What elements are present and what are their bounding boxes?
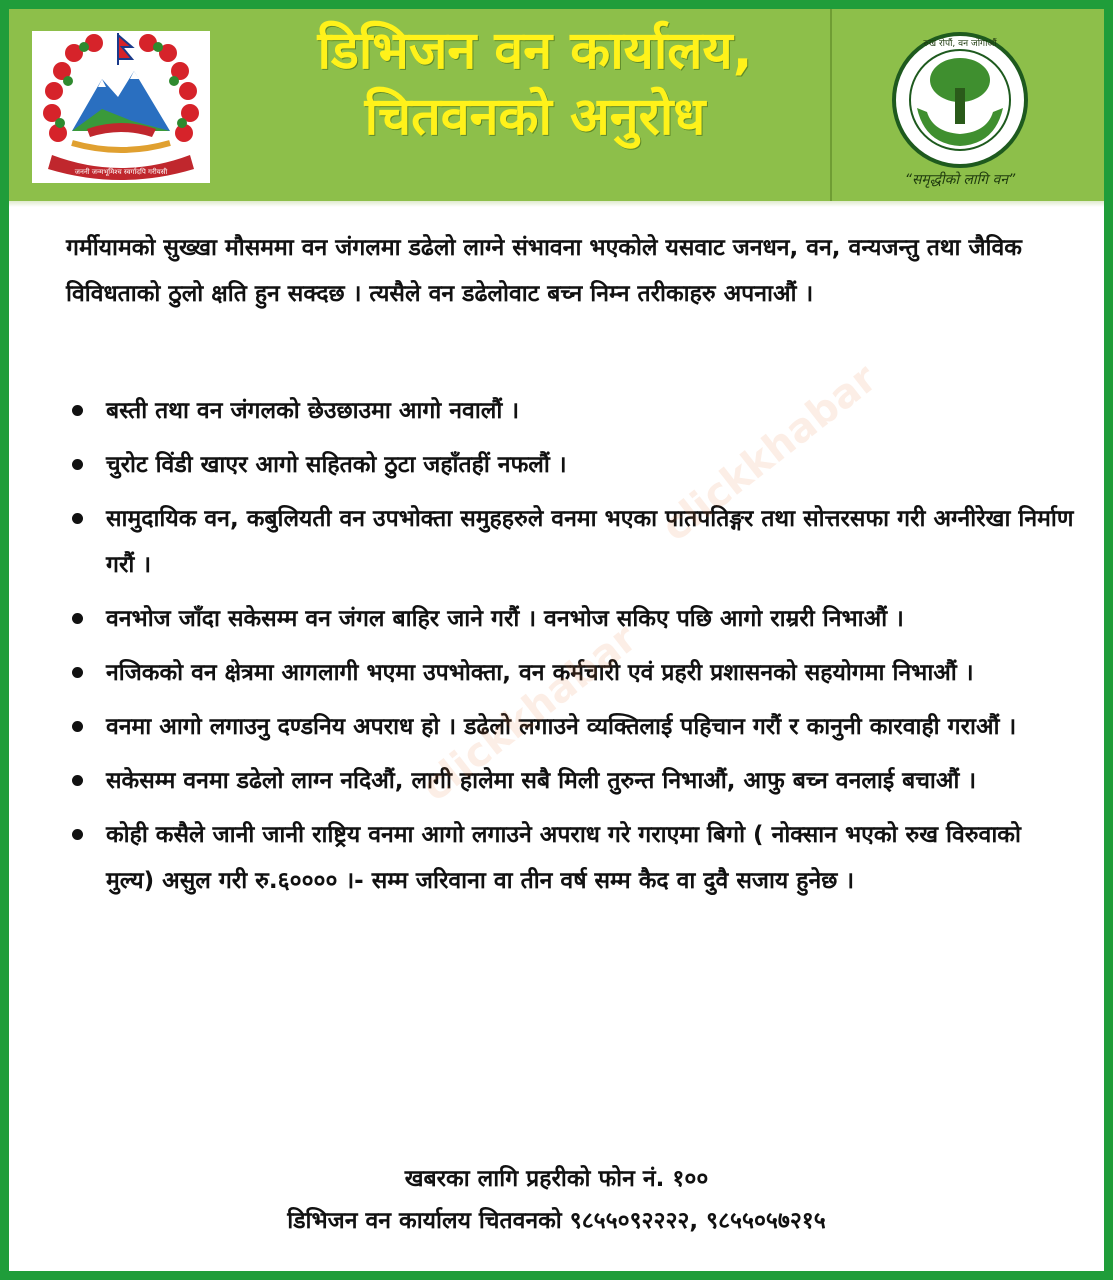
title-line-2: चितवनको अनुरोध <box>364 87 706 147</box>
list-item <box>66 596 1076 642</box>
list-item-text: चुरोट विंडी खाएर आगो सहितको ठुटा जहाँतहीं नफलौं । <box>106 452 567 478</box>
bullet-icon <box>72 721 83 732</box>
bullet-icon <box>72 613 83 624</box>
list-item <box>66 812 1076 904</box>
emblem-caption: जननी जन्मभूमिश्च स्वर्गादपि गरीयसी <box>74 168 168 176</box>
logo-ring-text: रुख रोपौं, वन जोगाऔं <box>923 39 997 49</box>
list-item-text: कोही कसैले जानी जानी राष्ट्रिय वनमा आगो लगाउने अपराध गरे गराएमा बिगो ( नोक्सान भएको रुख विरुवाको मुल्य) असुल गरी रु.६०००० ।- सम्म जरिवाना वा तीन वर्ष सम्म कैद वा दुवै सजाय हुनेछ । <box>106 822 1021 894</box>
bullet-icon <box>72 775 83 786</box>
watermark: clickkhabar <box>413 615 646 811</box>
list-item-text: बस्ती तथा वन जंगलको छेउछाउमा आगो नवालौं । <box>106 398 520 424</box>
list-item-text: सामुदायिक वन, कबुलियती वन उपभोक्ता समुहहरुले वनमा भएका पातपतिङ्गर तथा सोत्तरसफा गरी अग्नीरेखा निर्माण गरौं । <box>106 506 1074 578</box>
list-item-text: सकेसम्म वनमा डढेलो लाग्न नदिऔं, लागी हालेमा सबै मिली तुरुन्त निभाऔं, आफु बच्न वनलाई बचाऔं । <box>106 768 977 794</box>
bullet-icon <box>72 667 83 678</box>
logo-motto: “समृद्धीको लागि वन” <box>904 172 1016 188</box>
title-line-1: डिभिजन वन कार्यालय, <box>317 21 753 81</box>
list-item <box>66 758 1076 804</box>
bullet-icon <box>72 513 83 524</box>
list-item <box>66 704 1076 750</box>
nepal-emblem <box>32 31 210 183</box>
list-item-text: वनमा आगो लगाउनु दण्डनिय अपराध हो । डढेलो लगाउने व्यक्तिलाई पहिचान गरौं र कानुनी कारवाही गराऔं । <box>106 714 1017 740</box>
bullet-icon <box>72 459 83 470</box>
list-item <box>66 496 1076 588</box>
intro-paragraph: गर्मीयामको सुख्खा मौसममा वन जंगलमा डढेलो लाग्ने संभावना भएकोले यसवाट जनधन, वन, वन्यजन्तु तथा जैविक विविधताको ठुलो क्षति हुन सक्दछ । त्यसैले वन डढेलोवाट बच्न निम्न तरीकाहरु अपनाऔं । <box>66 235 1022 307</box>
page-title <box>240 18 830 150</box>
contact-footer <box>9 1158 1104 1242</box>
list-item-text: नजिकको वन क्षेत्रमा आगलागी भएमा उपभोक्ता, वन कर्मचारी एवं प्रहरी प्रशासनको सहयोगमा निभाऔं । <box>106 660 974 686</box>
bullet-icon <box>72 829 83 840</box>
header-vertical-divider <box>830 9 832 201</box>
office-phone: डिभिजन वन कार्यालय चितवनको ९८५५०९२२२२, ९८५५०५७२१५ <box>287 1208 826 1234</box>
list-item <box>66 388 1076 434</box>
watermark: clickkhabar <box>653 355 886 551</box>
list-item <box>66 442 1076 488</box>
list-item-text: वनभोज जाँदा सकेसम्म वन जंगल बाहिर जाने गरौं । वनभोज सकिए पछि आगो राम्ररी निभाऔं । <box>106 606 904 632</box>
police-phone: खबरका लागि प्रहरीको फोन नं. १०० <box>404 1166 709 1192</box>
bullet-icon <box>72 405 83 416</box>
